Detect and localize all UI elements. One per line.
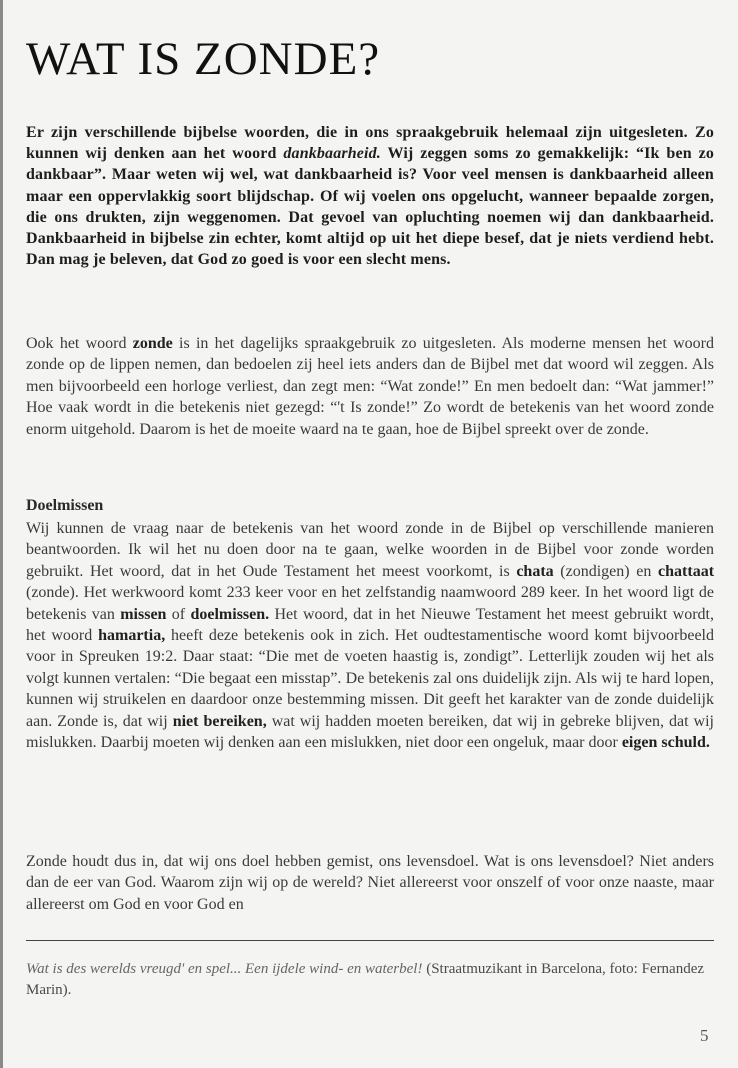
intro-text-2: Wij zeggen soms zo gemakkelijk: “Ik ben zo dankbaar”. Maar weten wij wel, wat dankbaarheid is? Voor veel mensen is dankbaarheid alleen maar een oppervlakkig soort blijdschap. Of wij voelen ons opgelucht, wanneer bepaalde zorgen, die ons drukten, zijn weggenomen. Dat gevoel van opluchting noemen wij dan dankbaarheid. Dankbaarheid in bijbelse zin echter, komt altijd op uit het diepe besef, dat je niets verdiend hebt. Dan mag je beleven, dat God zo goed is voor een slecht mens.	[26, 145, 714, 269]
page-edge	[0, 0, 3, 1068]
page-number: 5	[700, 1026, 709, 1045]
p1-bold-1: zonde	[132, 335, 173, 352]
body-paragraph-2	[26, 518, 714, 753]
p2-bold-7: eigen schuld.	[621, 734, 710, 752]
p2-bold-4: doelmissen.	[190, 605, 270, 623]
body-paragraph-3: Zonde houdt dus in, dat wij ons doel hebben gemist, ons levensdoel. Wat is ons levensdoel? Niet anders dan de eer van God. Waarom zijn wij op de wereld? Niet allereerst voor onszelf of voor onze naaste, maar allereerst om God en voor God en	[26, 853, 714, 913]
caption-credit: (Straatmuzikant in Barcelona, foto: Fernandez Marin).	[26, 961, 705, 998]
p2-bold-1: chata	[516, 562, 554, 580]
p2-bold-6: niet bereiken,	[172, 712, 267, 730]
body-paragraph-1	[26, 333, 714, 440]
p1-text-2: is in het dagelijks spraakgebruik zo uitgesleten. Als moderne mensen het woord zonde op de lippen nemen, dan bedoelen zij heel iets anders dan de Bijbel met dat woord wil zeggen. Als men bijvoorbeeld een horloge verliest, dan zegt men: “Wat zonde!” En men bedoelt dan: “Wat jammer!” Hoe vaak wordt in die betekenis niet gezegd: “'t Is zonde!” Zo wordt de betekenis van het woord zonde enorm uitgehold. Daarom is het de moeite waard na te gaan, hoe de Bijbel spreekt over de zonde.	[26, 335, 714, 438]
page-title: WAT IS ZONDE?	[26, 33, 381, 85]
p2-text-7: wat wij hadden moeten bereiken, dat wij in gebreke blijven, dat wij mislukken. Daarbij moeten wij denken aan een mislukken, niet door een ongeluk, maar door	[26, 712, 715, 752]
intro-emphasis: dankbaarheid.	[283, 145, 381, 163]
p2-bold-5: hamartia,	[98, 627, 166, 645]
p2-text-2: (zondigen) en	[553, 562, 659, 580]
caption-divider	[26, 940, 714, 941]
section-heading: Doelmissen	[26, 497, 104, 514]
p1-text-1: Ook het woord	[26, 335, 133, 352]
p2-bold-3: missen	[120, 605, 167, 623]
photo-caption	[26, 959, 714, 1001]
caption-quote: Wat is des werelds vreugd' en spel... Een ijdele wind- en waterbel!	[26, 961, 423, 977]
intro-text-1: Er zijn verschillende bijbelse woorden, die in ons spraakgebruik helemaal zijn uitgesleten. Zo kunnen wij denken aan het woord	[26, 124, 714, 163]
p2-text-5: Het woord, dat in het Nieuwe Testament het meest gebruikt wordt, het woord	[26, 605, 715, 645]
p2-text-6: heeft deze betekenis ook in zich. Het oudtestamentische woord komt bijvoorbeeld voor in Spreuken 19:2. Daar staat: “Die met de voeten haastig is, zondigt”. Letterlijk zouden wij het als volgt kunnen vertalen: “Die begaat een misstap”. De betekenis zal ons duidelijk zijn. Als wij te hard lopen, kunnen wij struikelen en daardoor onze bestemming missen. Dit geeft het karakter van de zonde duidelijk aan. Zonde is, dat wij	[26, 627, 714, 730]
p2-text-1: Wij kunnen de vraag naar de betekenis van het woord zonde in de Bijbel op verschillende manieren beantwoorden. Ik wil het nu doen door na te gaan, welke woorden in de Bijbel voor zonde worden gebruikt. Het woord, dat in het Oude Testament het meest voorkomt, is	[26, 520, 714, 580]
p2-text-3: (zonde). Het werkwoord komt 233 keer voor en het zelfstandig naamwoord 289 keer. In het woord ligt de betekenis van	[26, 584, 714, 623]
intro-paragraph	[26, 122, 714, 270]
p2-text-4: of	[166, 605, 191, 623]
p2-bold-2: chattaat	[658, 562, 715, 580]
